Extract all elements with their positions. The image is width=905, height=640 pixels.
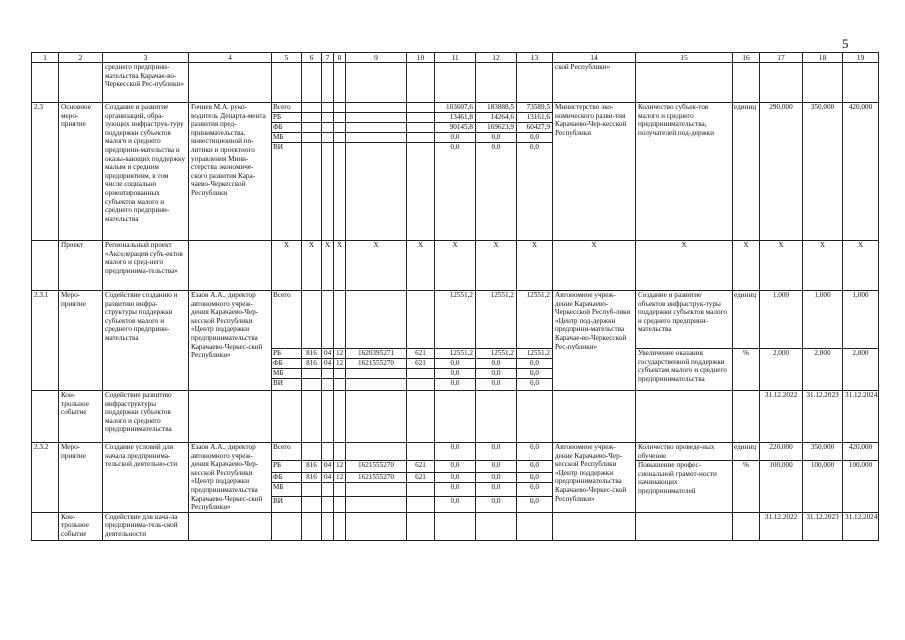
cell-source: МБ xyxy=(272,133,302,143)
cell-value: 169623,9 xyxy=(476,123,517,133)
column-header: 8 xyxy=(334,53,346,63)
cell-responsible: Езаов А.А., директор автономного учреж-дения Карачаево-Чер-кесской Республики «Центр поддержки предпринимательства Карачаево-Черкес-ской Республики» xyxy=(189,443,272,513)
cell-date: 31.12.2023 xyxy=(803,512,843,540)
cell-code xyxy=(302,291,322,349)
cell-value: 14264,6 xyxy=(476,113,517,123)
cell-value: 0,0 xyxy=(476,133,517,143)
cell-name: Региональный проект «Акселерация субъ-ектов малого и сред-него предпринима-тельства» xyxy=(103,241,189,291)
column-header: 13 xyxy=(517,53,553,63)
cell-type: Проект xyxy=(59,241,103,291)
program-table xyxy=(31,52,879,541)
cell-x: X xyxy=(636,241,733,291)
cell-value: 420,000 xyxy=(843,103,879,241)
cell-type: Кон-трольное событие xyxy=(59,512,103,540)
cell-code: 04 xyxy=(322,461,334,473)
cell-code: 04 xyxy=(322,472,334,482)
cell-value: 0,0 xyxy=(435,379,476,391)
cell-code: 621 xyxy=(407,349,435,359)
cell-value: 350,000 xyxy=(803,443,843,461)
cell-source: Всего xyxy=(272,103,302,113)
column-header: 18 xyxy=(803,53,843,63)
cell-value: 290,000 xyxy=(760,103,803,241)
cell-indicator: Количество проведе-ных обучение xyxy=(636,443,733,461)
cell-value: 90145,8 xyxy=(435,123,476,133)
column-header: 14 xyxy=(553,53,636,63)
cell-code: 621 xyxy=(407,461,435,473)
column-header: 6 xyxy=(302,53,322,63)
cell-value: 0,0 xyxy=(435,496,476,512)
cell-code: 12 xyxy=(334,349,346,359)
cell-x: X xyxy=(272,241,302,291)
cell-responsible: Езаов А.А., директор автономного учреж-дения Карачаево-Чер-кесской Республики «Центр поддержки предпринимательства Карачаево-Черкес-ской Республики» xyxy=(189,291,272,391)
cell-value: 2,000 xyxy=(843,349,879,391)
cell-x: X xyxy=(334,241,346,291)
cell-value: 0,0 xyxy=(517,143,553,241)
cell-value: 0,0 xyxy=(435,443,476,461)
header-row xyxy=(32,53,879,63)
cell-code: 621 xyxy=(407,359,435,369)
cell-value: 100,000 xyxy=(760,461,803,513)
cell-number: 2.3 xyxy=(32,103,59,241)
cell-date: 31.12.2022 xyxy=(760,391,803,443)
cell-value: 12551,2 xyxy=(476,349,517,359)
column-header: 5 xyxy=(272,53,302,63)
cell-number: 2.3.1 xyxy=(32,291,59,391)
cell-date: 31.12.2024 xyxy=(843,391,879,443)
cell-value: 0,0 xyxy=(435,359,476,369)
column-header: 9 xyxy=(346,53,407,63)
cell-value: 0,0 xyxy=(435,482,476,496)
cell-source: ФБ xyxy=(272,123,302,133)
cell-value: 13461,8 xyxy=(435,113,476,123)
column-header: 7 xyxy=(322,53,334,63)
column-header: 15 xyxy=(636,53,733,63)
cell-value: 0,0 xyxy=(517,482,553,496)
cell-value: 1,000 xyxy=(843,291,879,349)
cell-unit: единиц xyxy=(733,443,760,461)
cell-source: Всего xyxy=(272,291,302,349)
cell-type: Основное меро-приятие xyxy=(59,103,103,241)
cell-x: X xyxy=(517,241,553,291)
cell-x: X xyxy=(302,241,322,291)
cell-value: 0,0 xyxy=(517,496,553,512)
cell-value: 0,0 xyxy=(476,482,517,496)
cell-source: РБ xyxy=(272,113,302,123)
cell-x: X xyxy=(476,241,517,291)
cell-source: ВИ xyxy=(272,143,302,241)
cell-code: 1621555270 xyxy=(346,359,407,369)
cell-code: 12 xyxy=(334,359,346,369)
cell-value: 0,0 xyxy=(476,143,517,241)
cell-value: 0,0 xyxy=(435,143,476,241)
cell-value: 13161,6 xyxy=(517,113,553,123)
column-header: 16 xyxy=(733,53,760,63)
cell-date: 31.12.2024 xyxy=(843,512,879,540)
cell-value: 0,0 xyxy=(517,461,553,473)
cell-value: 0,0 xyxy=(435,369,476,379)
table-row xyxy=(32,443,879,461)
cell-indicator: Увеличение оказания государственной поддержки субъектам малого и среднего предпринимательства xyxy=(636,349,733,391)
cell-source: МБ xyxy=(272,369,302,379)
cell-value: 0,0 xyxy=(517,133,553,143)
cell-source: Всего xyxy=(272,443,302,461)
cell-x: X xyxy=(346,241,407,291)
column-header: 4 xyxy=(189,53,272,63)
cell-value: 12551,2 xyxy=(517,349,553,359)
cell-indicator: Повышение профес-сиональной грамот-ности начинающих предпринимателей xyxy=(636,461,733,513)
cell-source: ФБ xyxy=(272,472,302,482)
cell-value: 1,000 xyxy=(803,291,843,349)
cell-source: ВИ xyxy=(272,496,302,512)
cell-value: 12551,2 xyxy=(435,349,476,359)
cell-name: Содействие созданию и развитию инфра-структуры поддержки субъектов малого и среднего предприни-мательства xyxy=(103,291,189,391)
cell-value: 0,0 xyxy=(476,472,517,482)
cell-code: 621 xyxy=(407,472,435,482)
cell-value: 0,0 xyxy=(517,472,553,482)
cell-code xyxy=(346,291,407,349)
cell-name: Содействие развитию инфраструктуры поддержки субъектов малого и среднего предпринимательства xyxy=(103,391,189,443)
cell-value: 60427,9 xyxy=(517,123,553,133)
cell-name: Создание условий для начала предпринима-тельской деятельно-сти xyxy=(103,443,189,513)
cell-value: 103607,6 xyxy=(435,103,476,113)
cell-number: 2.3.2 xyxy=(32,443,59,513)
cell-value: 0,0 xyxy=(517,369,553,379)
cell-code: 04 xyxy=(322,359,334,369)
cell-code: 816 xyxy=(302,472,322,482)
column-header: 17 xyxy=(760,53,803,63)
column-header: 19 xyxy=(843,53,879,63)
cell-x: X xyxy=(553,241,636,291)
cell-code: 816 xyxy=(302,461,322,473)
cell-type: Меро-приятие xyxy=(59,443,103,513)
cell-value: 2,000 xyxy=(803,349,843,391)
cell-executor: Министерство эко-номического разви-тия Карачаево-Чер-кесской Республики xyxy=(553,103,636,241)
cell-value: 0,0 xyxy=(476,461,517,473)
cell-indicator: Создание и развитие объектов инфраструк-туры поддержки субъектов малого и среднего предприни-мательства xyxy=(636,291,733,349)
cell-unit: единиц xyxy=(733,291,760,349)
cell-value: 2,000 xyxy=(760,349,803,391)
column-header: 2 xyxy=(59,53,103,63)
cell-value: 12551,2 xyxy=(517,291,553,349)
cell-x: X xyxy=(760,241,803,291)
cell-value: 420,000 xyxy=(843,443,879,461)
cell-type: Кон-трольное событие xyxy=(59,391,103,443)
cell-x: X xyxy=(803,241,843,291)
cell-code: 12 xyxy=(334,472,346,482)
table-row xyxy=(32,103,879,113)
cell-unit: % xyxy=(733,349,760,391)
cell-value: 350,000 xyxy=(803,103,843,241)
cell-source: ВИ xyxy=(272,379,302,391)
cell-unit: % xyxy=(733,461,760,513)
cell-value: 1,000 xyxy=(760,291,803,349)
cell-code: 816 xyxy=(302,359,322,369)
cell-value: 183888,5 xyxy=(476,103,517,113)
cell-name: Содействие для нача-ла предпринима-тель-ской деятельности xyxy=(103,512,189,540)
cell-indicator: Количество субъек-тов малого и среднего предпринимательства, получателей под-держки xyxy=(636,103,733,241)
cell-responsible: Гочиев М.А. руко-водитель Департа-мента развития пред-принимательства, инвестиционной по-литики и проектного управления Мини-стерства экономиче-ского развития Кара-чаево-Черкесской Республики xyxy=(189,103,272,241)
cell-unit: единиц xyxy=(733,103,760,241)
page-number: 5 xyxy=(842,36,849,51)
column-header: 12 xyxy=(476,53,517,63)
cell-name: среднего предприни-мательства Карачае-во-Черкесской Рес-публики» xyxy=(103,63,189,103)
cell-value: 73589,5 xyxy=(517,103,553,113)
column-header: 11 xyxy=(435,53,476,63)
cell-executor: Автономное учреж-дение Карачаево-Черкесской Респуб-лики «Центр под-держки предприни-мательства Карачае-во-Черкесской Рес-публики» xyxy=(553,291,636,391)
cell-value: 100,000 xyxy=(803,461,843,513)
column-header: 1 xyxy=(32,53,59,63)
cell-value: 0,0 xyxy=(476,496,517,512)
cell-value: 0,0 xyxy=(476,369,517,379)
cell-x: X xyxy=(407,241,435,291)
cell-code: 816 xyxy=(302,349,322,359)
cell-executor: Автономное учреж-дение Карачаево-Чер-кесской Республики «Центр поддержки предпринимательства Карачаево-Черкес-ской Республики» xyxy=(553,443,636,513)
cell-x: X xyxy=(435,241,476,291)
cell-code: 04 xyxy=(322,349,334,359)
column-header: 3 xyxy=(103,53,189,63)
cell-name: Создание и развитие организаций, обра-зующих инфраструк-туру поддержки субъектов малого и среднего предприни-мательства и оказы-вающих поддержку малым и средним предприятиям, в том числе социально ориентированных субъектов малого и среднего предприни-мательства xyxy=(103,103,189,241)
cell-source: РБ xyxy=(272,461,302,473)
cell-value: 220,000 xyxy=(760,443,803,461)
cell-value: 0,0 xyxy=(517,359,553,369)
cell-code xyxy=(407,291,435,349)
cell-x: X xyxy=(843,241,879,291)
cell-value: 100,000 xyxy=(843,461,879,513)
cell-value: 0,0 xyxy=(435,133,476,143)
cell-code xyxy=(322,291,334,349)
cell-source: ФБ xyxy=(272,359,302,369)
cell-source: РБ xyxy=(272,349,302,359)
cell-x: X xyxy=(322,241,334,291)
table-row xyxy=(32,391,879,443)
cell-value: 0,0 xyxy=(476,359,517,369)
cell-date: 31.12.2022 xyxy=(760,512,803,540)
cell-value: 12551,2 xyxy=(476,291,517,349)
table-row xyxy=(32,63,879,103)
cell-code xyxy=(334,291,346,349)
cell-value: 0,0 xyxy=(476,443,517,461)
cell-code: 1621555270 xyxy=(346,472,407,482)
table-row xyxy=(32,512,879,540)
cell-code: 1621555270 xyxy=(346,461,407,473)
cell-code: 12 xyxy=(334,461,346,473)
cell-value: 0,0 xyxy=(476,379,517,391)
table-row xyxy=(32,291,879,349)
cell-date: 31.12.2023 xyxy=(803,391,843,443)
cell-value: 0,0 xyxy=(517,443,553,461)
table-row xyxy=(32,241,879,291)
cell-type: Меро-приятие xyxy=(59,291,103,391)
cell-code: 1620395271 xyxy=(346,349,407,359)
cell-source: МБ xyxy=(272,482,302,496)
column-header: 10 xyxy=(407,53,435,63)
cell-value: 0,0 xyxy=(435,472,476,482)
cell-value: 12551,2 xyxy=(435,291,476,349)
cell-executor: ской Республики» xyxy=(553,63,636,103)
cell-x: X xyxy=(733,241,760,291)
cell-value: 0,0 xyxy=(435,461,476,473)
cell-value: 0,0 xyxy=(517,379,553,391)
